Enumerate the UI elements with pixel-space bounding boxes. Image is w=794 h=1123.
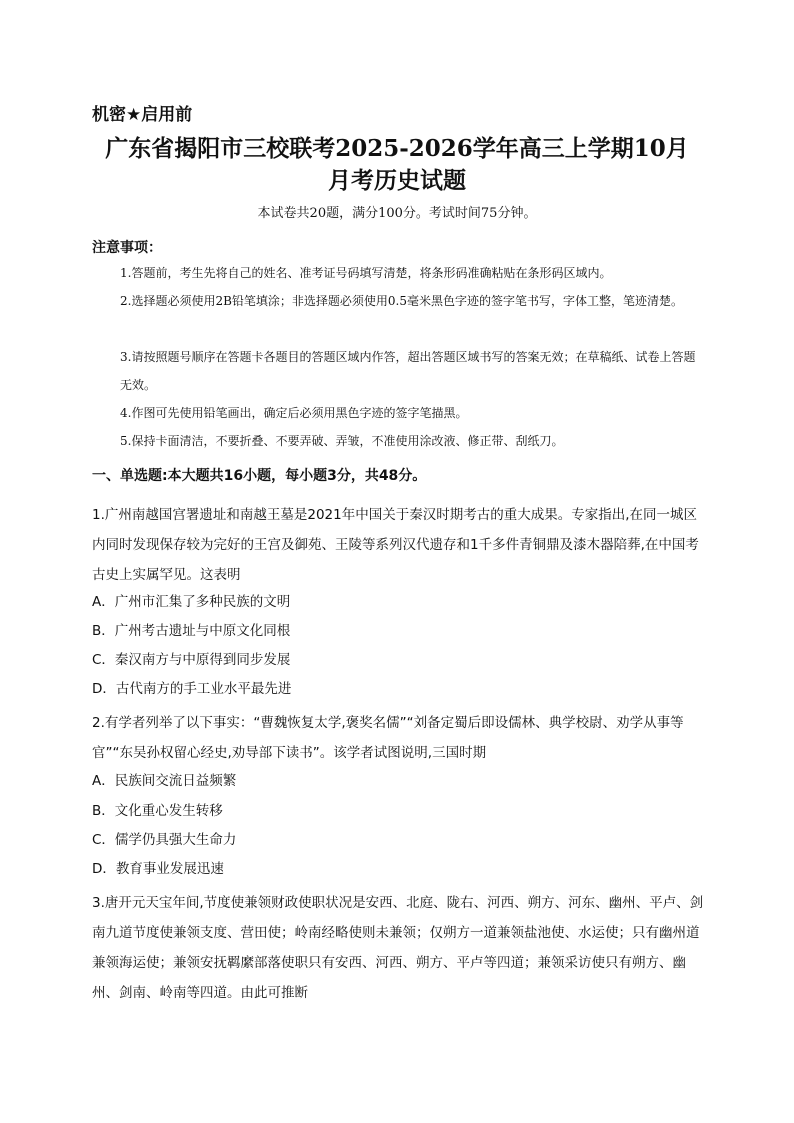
exam-subtitle: 本试卷共20题，满分100分。考试时间75分钟。 [257, 206, 537, 221]
question-1-option-c: C．秦汉南方与中原得到同步发展 [92, 652, 291, 668]
note-item: 2.选择题必须使用2B铅笔填涂；非选择题必须使用0.5毫米黑色字迹的签字笔书写，字体工整，笔迹清楚。 [120, 294, 683, 308]
notes-heading: 注意事项： [92, 240, 162, 256]
question-2-option-b: B．文化重心发生转移 [92, 803, 223, 819]
question-1-option-d: D．古代南方的手工业水平最先进 [92, 681, 292, 697]
exam-title-line1: 广东省揭阳市三校联考2025-2026学年高三上学期10月 [105, 135, 689, 162]
note-item: 5.保持卡面清洁，不要折叠、不要弄破、弄皱，不准使用涂改液、修正带、刮纸刀。 [120, 434, 564, 448]
note-item: 4.作图可先使用铅笔画出，确定后必须用黑色字迹的签字笔描黑。 [120, 406, 468, 420]
question-1-option-a: A．广州市汇集了多种民族的文明 [92, 594, 291, 610]
question-1-option-b: B．广州考古遗址与中原文化同根 [92, 623, 291, 639]
section-heading: 一、单选题:本大题共16小题，每小题3分，共48分。 [92, 468, 427, 484]
question-2-option-d: D．教育事业发展迅速 [92, 861, 224, 877]
question-3-stem: 3.唐开元天宝年间,节度使兼领财政使职状况是安西、北庭、陇右、河西、朔方、河东、幽州、平卢、剑南九道节度使兼领支度、营田使；岭南经略使则未兼领；仅朔方一道兼领盐池使、水运使；只有幽州道兼领海运使；兼领安抚羁縻部落使职只有安西、河西、朔方、平卢等四道；兼领采访使只有朔方、幽州、剑南、岭南等四道。由此可推断 [92, 895, 704, 1001]
question-2-option-c: C．儒学仍具强大生命力 [92, 832, 237, 848]
note-item: 3.请按照题号顺序在答题卡各题目的答题区域内作答，超出答题区域书写的答案无效；在草稿纸、试卷上答题无效。 [120, 350, 696, 392]
note-item: 1.答题前，考生先将自己的姓名、准考证号码填写清楚，将条形码准确粘贴在条形码区域内。 [120, 266, 612, 280]
question-2-option-a: A．民族间交流日益频繁 [92, 773, 237, 789]
question-1-stem: 1.广州南越国宫署遗址和南越王墓是2021年中国关于秦汉时期考古的重大成果。专家指出,在同一城区内同时发现保存较为完好的王宫及御苑、王陵等系列汉代遗存和1千多件青铜鼎及漆木器陪葬,在中国考古史上实属罕见。这表明 [92, 507, 699, 583]
exam-title-line2: 月考历史试题 [328, 167, 466, 194]
question-2-stem: 2.有学者列举了以下事实：“曹魏恢复太学,褒奖名儒”“刘备定蜀后即设儒林、典学校尉、劝学从事等官”“东吴孙权留心经史,劝导部下读书”。该学者试图说明,三国时期 [92, 715, 684, 761]
confidential-label: 机密★启用前 [92, 105, 193, 125]
